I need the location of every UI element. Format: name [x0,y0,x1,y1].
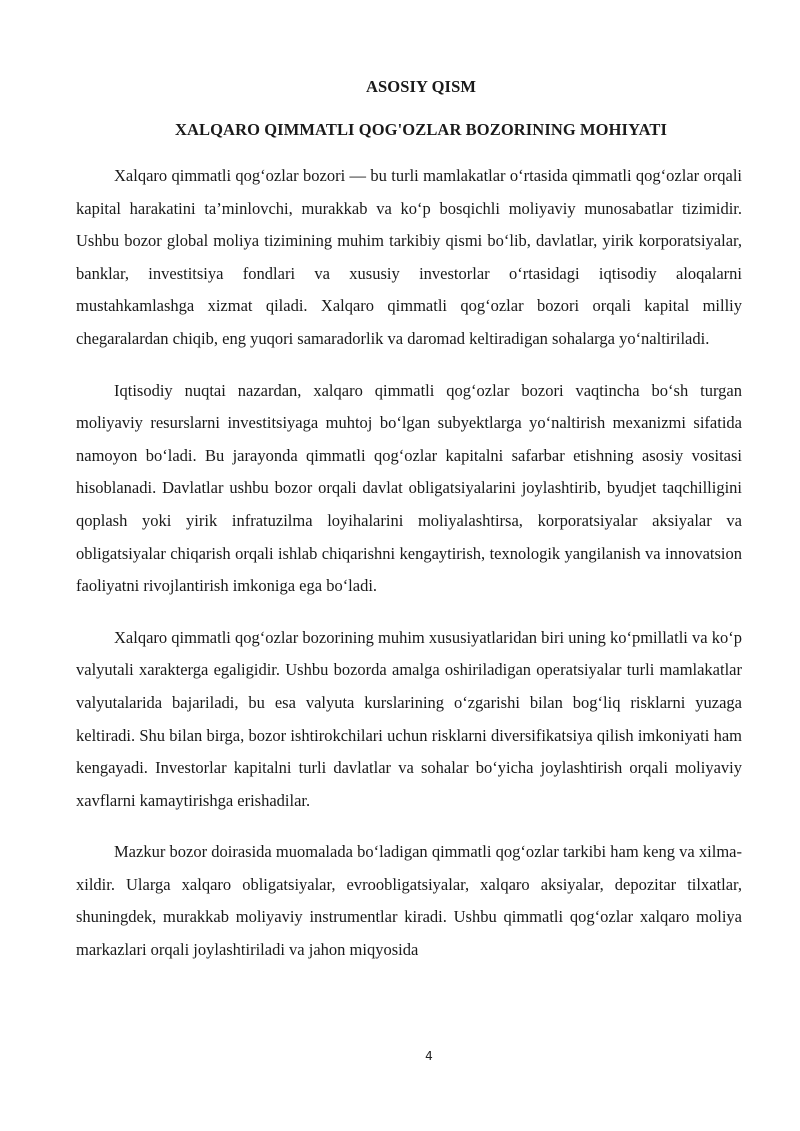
paragraph-3: Xalqaro qimmatli qog‘ozlar bozorining muhim xususiyatlaridan biri uning ko‘pmillatli va ko‘p valyutali xarakterga egaligidir. Ushbu bozorda amalga oshiriladigan operatsiyalar turli mamlakatlar valyutalarida bajariladi, bu esa valyuta kurslarining o‘zgarishi bilan bog‘liq risklarni yuzaga keltiradi. Shu bilan birga, bozor ishtirokchilari uchun risklarni diversifikatsiya qilish imkoniyati ham kengayadi. Investorlar kapitalni turli davlatlar va sohalar bo‘yicha joylashtirish orqali moliyaviy xavflarni kamaytirishga erishadilar. [76,627,742,810]
section-title: ASOSIY QISM [365,77,477,96]
paragraph-4: Mazkur bozor doirasida muomalada bo‘ladigan qimmatli qog‘ozlar tarkibi ham keng va xilma-xildir. Ularga xalqaro obligatsiyalar, evroobligatsiyalar, xalqaro aksiyalar, depozitar tilxatlar, shuningdek, murakkab moliyaviy instrumentlar kiradi. Ushbu qimmatli qog‘ozlar xalqaro moliya markazlari orqali joylashtiriladi va jahon miqyosida [76,842,742,960]
chapter-title: XALQARO QIMMATLI QOG'OZLAR BOZORINING MOHIYATI [174,120,667,139]
paragraph-2: Iqtisodiy nuqtai nazardan, xalqaro qimmatli qog‘ozlar bozori vaqtincha bo‘sh turgan moliyaviy resurslarni investitsiyaga muhtoj bo‘lgan subyektlarga yo‘naltirish mexanizmi sifatida namoyon bo‘ladi. Bu jarayonda qimmatli qog‘ozlar kapitalni safarbar etishning asosiy vositasi hisoblanadi. Davlatlar ushbu bozor orqali davlat obligatsiyalarini joylashtirib, byudjet taqchilligini qoplash yoki yirik infratuzilma loyihalarini moliyalashtirsa, korporatsiyalar aksiyalar va obligatsiyalar chiqarish orqali ishlab chiqarishni kengaytirish, texnologik yangilanish va innovatsion faoliyatni rivojlantirish imkoniga ega bo‘ladi. [76,380,742,596]
body-text [76,160,742,986]
page-number: 4 [425,1049,433,1063]
paragraph-1: Xalqaro qimmatli qog‘ozlar bozori — bu turli mamlakatlar o‘rtasida qimmatli qog‘ozlar orqali kapital harakatini ta’minlovchi, murakkab va ko‘p bosqichli moliyaviy munosabatlar tizimidir. Ushbu bozor global moliya tizimining muhim tarkibiy qismi bo‘lib, davlatlar, yirik korporatsiyalar, banklar, investitsiya fondlari va xususiy investorlar o‘rtasidagi iqtisodiy aloqalarni mustahkamlashga xizmat qiladi. Xalqaro qimmatli qog‘ozlar bozori orqali kapital milliy chegaralardan chiqib, eng yuqori samaradorlik va daromad keltiradigan sohalarga yo‘naltiriladi. [76,166,742,348]
document-page [76,0,742,1131]
